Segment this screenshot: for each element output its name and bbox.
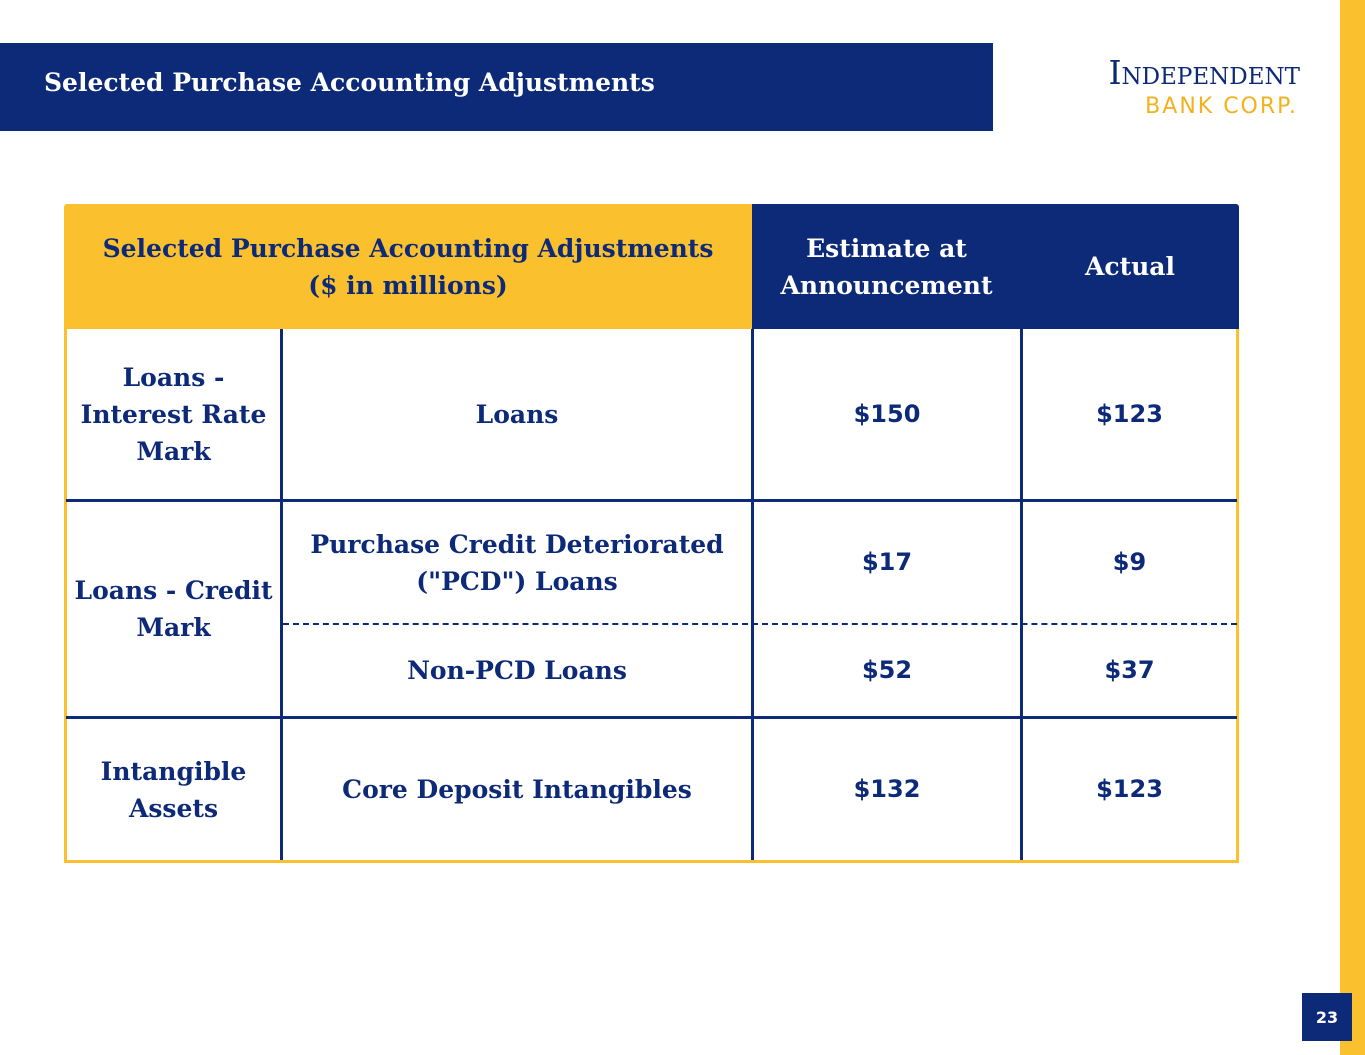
row1-item: Loans: [475, 399, 559, 429]
row3-actual: $123: [1096, 775, 1163, 803]
row3-category-line2: Assets: [128, 793, 219, 823]
row1-actual: $123: [1096, 399, 1163, 428]
table-border-bottom: [64, 860, 1239, 863]
header-main-line2: ($ in millions): [308, 270, 508, 300]
accent-stripe: [1340, 0, 1365, 1055]
row3-category-line1: Intangible: [100, 756, 247, 786]
page-title: Selected Purchase Accounting Adjustments: [44, 68, 655, 97]
header-main-line1: Selected Purchase Accounting Adjustments: [102, 233, 714, 263]
row1-estimate: $150: [853, 399, 921, 428]
row2a-actual: $9: [1112, 548, 1147, 576]
page-number: 23: [1302, 993, 1352, 1041]
table-border-right: [1236, 329, 1239, 863]
logo-subtitle: BANK CORP.: [1145, 94, 1298, 119]
adjustments-table: [64, 204, 1239, 863]
row2-category-line1: Loans - Credit: [74, 576, 273, 605]
row2a-estimate: $17: [861, 548, 913, 576]
logo-wordmark: Independent: [1108, 53, 1300, 92]
row2-category: [67, 502, 280, 716]
row2a-item-line1: Purchase Credit Deteriorated: [310, 529, 724, 559]
row2-category-line2: Mark: [136, 613, 211, 642]
row2a-item-line2: ("PCD") Loans: [416, 566, 618, 596]
row3-estimate: $132: [853, 775, 921, 803]
row2b-item: Non-PCD Loans: [407, 656, 627, 685]
row1-category: [67, 329, 280, 499]
table-header-actual: [1021, 204, 1239, 329]
row2a-item: [283, 502, 751, 623]
row3-category: [67, 719, 280, 860]
header-estimate-line2: Announcement: [780, 270, 993, 300]
row1-category-line3: Mark: [136, 436, 211, 466]
table-header-estimate: [752, 204, 1021, 329]
row2b-estimate: $52: [861, 656, 913, 684]
row1-category-line2: Interest Rate: [80, 399, 267, 429]
row2b-actual: $37: [1104, 656, 1155, 684]
company-logo: [1000, 55, 1300, 125]
table-header-main: [64, 204, 752, 329]
row1-category-line1: Loans -: [122, 362, 225, 392]
row3-item: Core Deposit Intangibles: [342, 775, 692, 804]
header-estimate-line1: Estimate at: [806, 233, 967, 263]
header-actual: Actual: [1084, 252, 1176, 281]
